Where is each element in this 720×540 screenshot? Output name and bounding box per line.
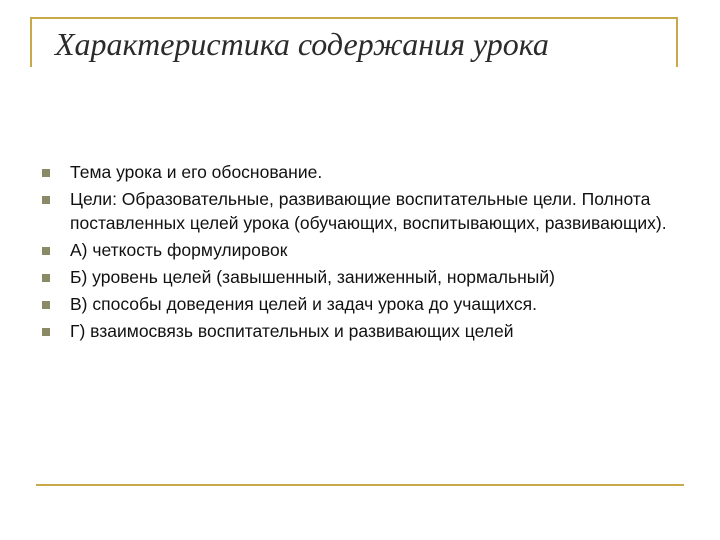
bullet-text: Б) уровень целей (завышенный, заниженный, нормальный)	[70, 267, 555, 287]
square-bullet-icon	[42, 247, 50, 255]
frame-bottom-line	[36, 484, 684, 486]
bullet-text: В) способы доведения целей и задач урока до учащихся.	[70, 294, 537, 314]
bullet-list	[42, 160, 682, 346]
square-bullet-icon	[42, 328, 50, 336]
bullet-text: Цели: Образовательные, развивающие воспитательные цели. Полнота поставленных целей урока (обучающих, воспитывающих, развивающих).	[70, 189, 667, 233]
frame-left-line	[30, 17, 32, 67]
square-bullet-icon	[42, 301, 50, 309]
bullet-item	[42, 265, 682, 289]
frame-right-line	[676, 17, 678, 67]
bullet-item	[42, 319, 682, 343]
bullet-item	[42, 292, 682, 316]
bullet-text: Г) взаимосвязь воспитательных и развивающих целей	[70, 321, 514, 341]
slide-title: Характеристика содержания урока	[55, 26, 549, 62]
square-bullet-icon	[42, 196, 50, 204]
bullet-text: А) четкость формулировок	[70, 240, 288, 260]
frame-top-line	[30, 17, 678, 19]
bullet-item	[42, 160, 682, 184]
bullet-item	[42, 238, 682, 262]
square-bullet-icon	[42, 274, 50, 282]
bullet-text: Тема урока и его обоснование.	[70, 162, 323, 182]
bullet-item	[42, 187, 682, 235]
square-bullet-icon	[42, 169, 50, 177]
